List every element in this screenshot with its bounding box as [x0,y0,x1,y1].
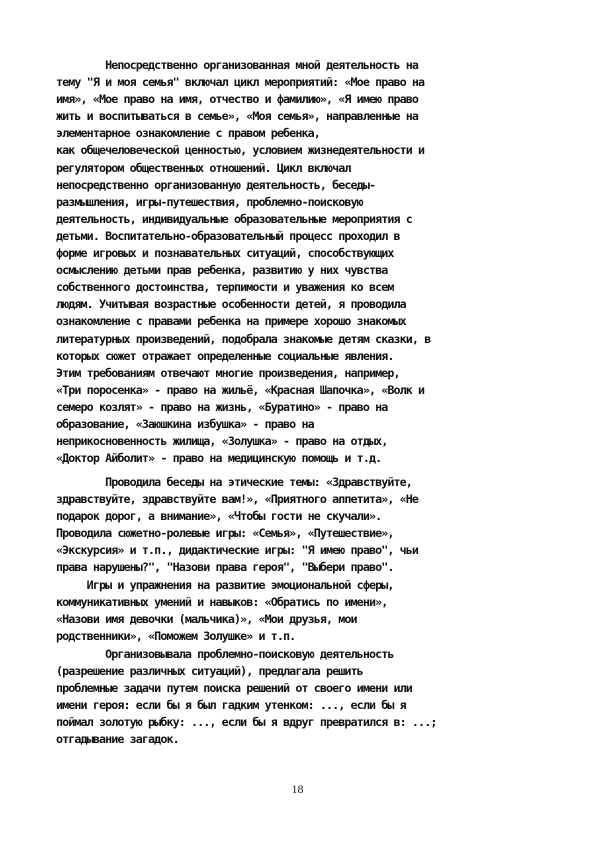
text-line: Непосредственно организованная мной деятельность на [56,58,419,72]
text-line: «Экскурсия» и т.п., дидактические игры: "Я имею право", чьи [56,543,419,558]
text-line: имени героя: если бы я был гадким утенком: ..., если бы я [56,698,406,713]
text-line: форме игровых и познавательных ситуаций, способствующих [56,246,394,261]
text-line: как общечеловеческой ценностью, условием жизнедеятельности и [56,143,425,158]
text-line: элементарное ознакомление с правом ребенка, [56,126,320,141]
text-line: Игры и упражнения на развитие эмоциональной сферы, [56,577,394,592]
text-line: права нарушены?", "Назови права героя", "Выбери право". [56,560,394,575]
paragraph-ethics-conversations [56,474,546,645]
text-line: детьми. Воспитательно-образовательный процесс проходил в [56,228,400,243]
text-line: подарок дорог, а внимание», «Чтобы гости не скучали». [56,509,382,524]
text-line: деятельность, индивидуальные образовательные мероприятия с [56,211,412,226]
text-line: тему "Я и моя семья" включал цикл мероприятий: «Мое право на [56,75,425,90]
text-line: неприкосновенность жилища, «Золушка» - право на отдых, [56,434,388,449]
text-line: литературных произведений, подобрала знакомые детям сказки, в [56,331,431,346]
text-line: ознакомление с правами ребенка на примере хорошо знакомых [56,314,406,329]
text-line: Организовывала проблемно-поисковую деятельность [56,647,394,661]
text-line: имя», «Мое право на имя, отчество и фамилию», «Я имею право [56,92,419,107]
paragraph-family-rights [56,57,546,467]
text-line: непосредственно организованную деятельность, беседы- [56,177,376,192]
page-number: 18 [291,782,304,796]
text-line: (разрешение различных ситуаций), предлагала решить [56,664,363,679]
text-line: семеро козлят» - право на жизнь, «Буратино» - право на [56,399,388,414]
text-line: отгадывание загадок. [56,732,179,747]
text-line: коммуникативных умений и навыков: «Обратись по имени», [56,594,388,609]
text-line: проблемные задачи путем поиска решений от своего имени или [56,681,412,696]
text-line: Проводила сюжетно-ролевые игры: «Семья», «Путешествие», [56,526,394,541]
text-line: которых сюжет отражает определенные социальные явления. [56,348,394,363]
text-line: Этим требованиям отвечают многие произведения, например, [56,365,400,380]
text-line: здравствуйте, здравствуйте вам!», «Приятного аппетита», «Не [56,492,419,507]
text-line: регулятором общественных отношений. Цикл включал [56,160,351,175]
text-line: жить и воспитываться в семье», «Моя семья», направленные на [56,109,419,124]
text-line: родственники», «Поможем Золушке» и т.п. [56,628,296,643]
text-line: поймал золотую рыбку: ..., если бы я вдруг превратился в: ...; [56,715,437,730]
text-line: осмыслению детьми прав ребенка, развитию у них чувства [56,263,388,278]
text-line: размышления, игры-путешествия, проблемно-поисковую [56,194,363,209]
text-line: «Назови имя девочки (мальчика)», «Мои друзья, мои [56,611,357,626]
text-line: образование, «Заюшкина избушка» - право на [56,416,314,431]
text-line: «Доктор Айболит» - право на медицинскую помощь и т.д. [56,451,382,466]
text-line: людям. Учитывая возрастные особенности детей, я проводила [56,297,406,312]
text-line: собственного достоинства, терпимости и уважения ко всем [56,280,394,295]
paragraph-problem-solving [56,646,546,749]
text-line: Проводила беседы на этические темы: «Здравствуйте, [56,475,412,489]
text-line: «Три поросенка» - право на жильё, «Красная Шапочка», «Волк и [56,382,425,397]
